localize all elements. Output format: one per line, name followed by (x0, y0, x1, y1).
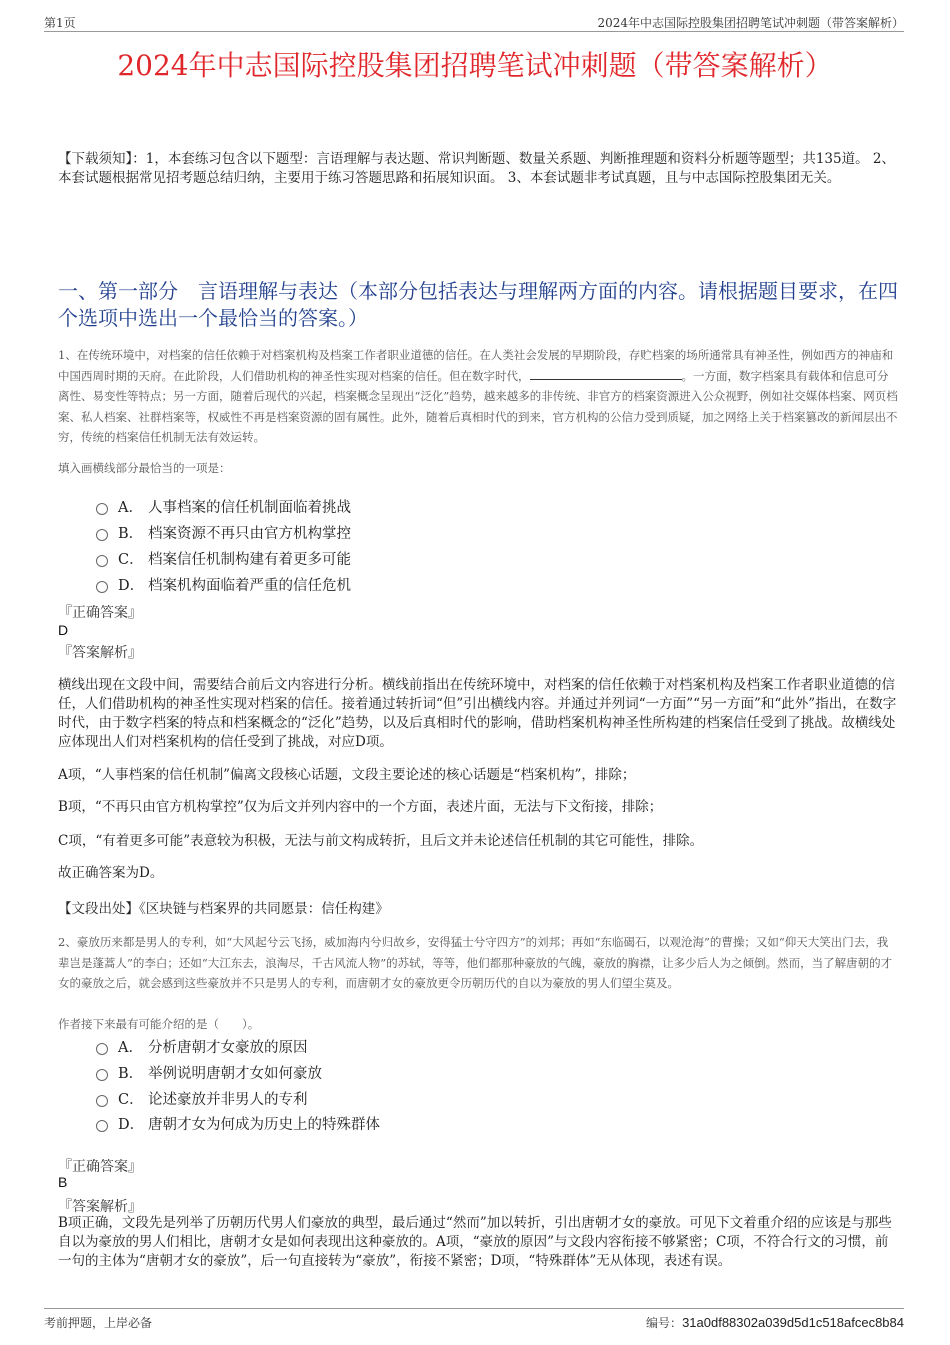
question-2-prompt: 作者接下来最有可能介绍的是（ ）。 (58, 1017, 260, 1031)
option-text: 档案信任机制构建有着更多可能 (148, 551, 351, 568)
footer-divider (44, 1308, 904, 1309)
q2-answer: B (58, 1174, 68, 1190)
q2-option-a[interactable] (96, 1036, 308, 1056)
question-1-text-b: 。一方面，数字档案具有载体和信息可分离性、易变性等特点；另一方面，随着后现代的兴起，档案概念呈现出“泛化”趋势，越来越多的非传统、非官方的档案资源进入公众视野，例如社交媒体档案、网页档案、私人档案、社群档案等，权威性不再是档案资源的固有属性。此外，随着后真相时代的到来，官方机构的公信力受到质疑，加之网络上关于档案篡改的新闻层出不穷，传统的档案信任机制无法有效运转。 (58, 368, 898, 444)
q1-source: 【文段出处】《区块链与档案界的共同愿景：信任构建》 (58, 901, 389, 917)
fill-blank (530, 367, 682, 380)
q1-note-a: A项，“人事档案的信任机制”偏离文段核心话题，文段主要论述的核心话题是“档案机构”，排除； (58, 767, 636, 783)
question-2-text: 2、豪放历来都是男人的专利，如“大风起兮云飞扬，威加海内兮归故乡，安得猛士兮守四方”的刘邦；再如“东临碣石，以观沧海”的曹操；又如“仰天大笑出门去，我辈岂是蓬蒿人”的李白；还如“大江东去，浪淘尽，千古风流人物”的苏轼，等等，他们都那种豪放的气魄，豪放的胸襟，让多少后人为之倾倒。然而，当了解唐朝的才女的豪放之后，就会感到这些豪放并不只是男人的专利，而唐朝才女的豪放更令历朝历代的自以为豪放的男人们望尘莫及。 (58, 935, 893, 990)
q1-conclusion: 故正确答案为D。 (58, 865, 164, 881)
option-key: A． (118, 1039, 143, 1056)
page-number: 第1页 (44, 16, 76, 30)
header-divider (44, 31, 904, 32)
section-heading: 一、第一部分 言语理解与表达（本部分包括表达与理解两方面的内容。请根据题目要求，在四个选项中选出一个最恰当的答案。） (58, 279, 898, 330)
q1-option-d[interactable] (96, 574, 351, 594)
option-text: 分析唐朝才女豪放的原因 (148, 1039, 308, 1056)
option-key: C． (118, 551, 144, 568)
q2-analysis-label: 『答案解析』 (58, 1199, 142, 1215)
option-text: 档案资源不再只由官方机构掌控 (148, 525, 351, 542)
q2-option-d[interactable] (96, 1113, 380, 1133)
q1-option-a[interactable] (96, 496, 351, 516)
option-key: D． (118, 1116, 145, 1133)
radio-icon[interactable] (96, 503, 108, 515)
radio-icon[interactable] (96, 581, 108, 593)
question-1-prompt: 填入画横线部分最恰当的一项是： (58, 461, 231, 475)
q1-option-c[interactable] (96, 548, 351, 568)
option-key: A． (118, 499, 143, 516)
q2-answer-label: 『正确答案』 (58, 1159, 142, 1175)
option-text: 论述豪放并非男人的专利 (148, 1091, 308, 1108)
q1-option-b[interactable] (96, 522, 351, 542)
q1-analysis-label: 『答案解析』 (58, 645, 142, 661)
option-text: 唐朝才女为何成为历史上的特殊群体 (148, 1116, 380, 1133)
footer-slogan: 考前押题，上岸必备 (44, 1316, 153, 1330)
q1-answer-label: 『正确答案』 (58, 605, 142, 621)
option-text: 人事档案的信任机制面临着挑战 (148, 499, 351, 516)
q2-option-c[interactable] (96, 1088, 308, 1108)
footer-id-value: 31a0df88302a039d5d1c518afcec8b84 (682, 1315, 904, 1330)
option-text: 举例说明唐朝才女如何豪放 (148, 1065, 322, 1082)
q1-note-c: C项，“有着更多可能”表意较为积极，无法与前文构成转折，且后文并未论述信任机制的其它可能性，排除。 (58, 833, 704, 849)
download-note: 【下载须知】：1，本套练习包含以下题型：言语理解与表达题、常识判断题、数量关系题、判断推理题和资料分析题等题型；共135道。 2、本套试题根据常见招考题总结归纳，主要用于练习答题思路和拓展知识面。 3、本套试题非考试真题，且与中志国际控股集团无关。 (58, 151, 895, 186)
footer-id-label: 编号： (646, 1316, 683, 1330)
radio-icon[interactable] (96, 529, 108, 541)
option-key: D． (118, 577, 145, 594)
radio-icon[interactable] (96, 555, 108, 567)
q1-analysis: 横线出现在文段中间，需要结合前后文内容进行分析。横线前指出在传统环境中，对档案的信任依赖于对档案机构及档案工作者职业道德的信任，人们借助机构的神圣性实现对档案的信任。接着通过转折词“但”引出横线内容。并通过并列词“一方面”“另一方面”和“此外”指出，在数字时代，由于数字档案的特点和档案概念的“泛化”趋势，以及后真相时代的影响，借助档案机构神圣性所构建的档案信任受到了挑战。故横线处应体现出人们对档案机构的信任受到了挑战，对应D项。 (58, 677, 897, 750)
question-1-text (58, 345, 898, 448)
option-key: C． (118, 1091, 144, 1108)
option-key: B． (118, 525, 144, 542)
question-1-text-a: 1、在传统环境中，对档案的信任依赖于对档案机构及档案工作者职业道德的信任。在人类社会发展的早期阶段，存贮档案的场所通常具有神圣性，例如西方的神庙和中国西周时期的天府。在此阶段，人们借助机构的神圣性实现对档案的信任。但在数字时代， (58, 348, 894, 383)
option-key: B． (118, 1065, 144, 1082)
radio-icon[interactable] (96, 1095, 108, 1107)
option-text: 档案机构面临着严重的信任危机 (148, 577, 351, 594)
radio-icon[interactable] (96, 1069, 108, 1081)
footer-id (646, 1314, 904, 1331)
q1-note-b: B项，“不再只由官方机构掌控”仅为后文并列内容中的一个方面，表述片面，无法与下文衔接，排除； (58, 799, 663, 815)
q2-option-b[interactable] (96, 1062, 322, 1082)
q1-answer: D (58, 622, 69, 638)
radio-icon[interactable] (96, 1043, 108, 1055)
radio-icon[interactable] (96, 1120, 108, 1132)
q2-analysis: B项正确，文段先是列举了历朝历代男人们豪放的典型，最后通过“然而”加以转折，引出唐朝才女的豪放。可见下文着重介绍的应该是与那些自以为豪放的男人们相比，唐朝才女是如何表现出这种豪放的。A项，“豪放的原因”与文段内容衔接不够紧密；C项，不符合行文的习惯，前一句的主体为“唐朝才女的豪放”，后一句直接转为“豪放”，衔接不紧密；D项，“特殊群体”无从体现，表述有误。 (58, 1215, 892, 1269)
doc-title: 2024年中志国际控股集团招聘笔试冲刺题（带答案解析） (117, 49, 833, 82)
running-header-title: 2024年中志国际控股集团招聘笔试冲刺题（带答案解析） (597, 16, 904, 30)
